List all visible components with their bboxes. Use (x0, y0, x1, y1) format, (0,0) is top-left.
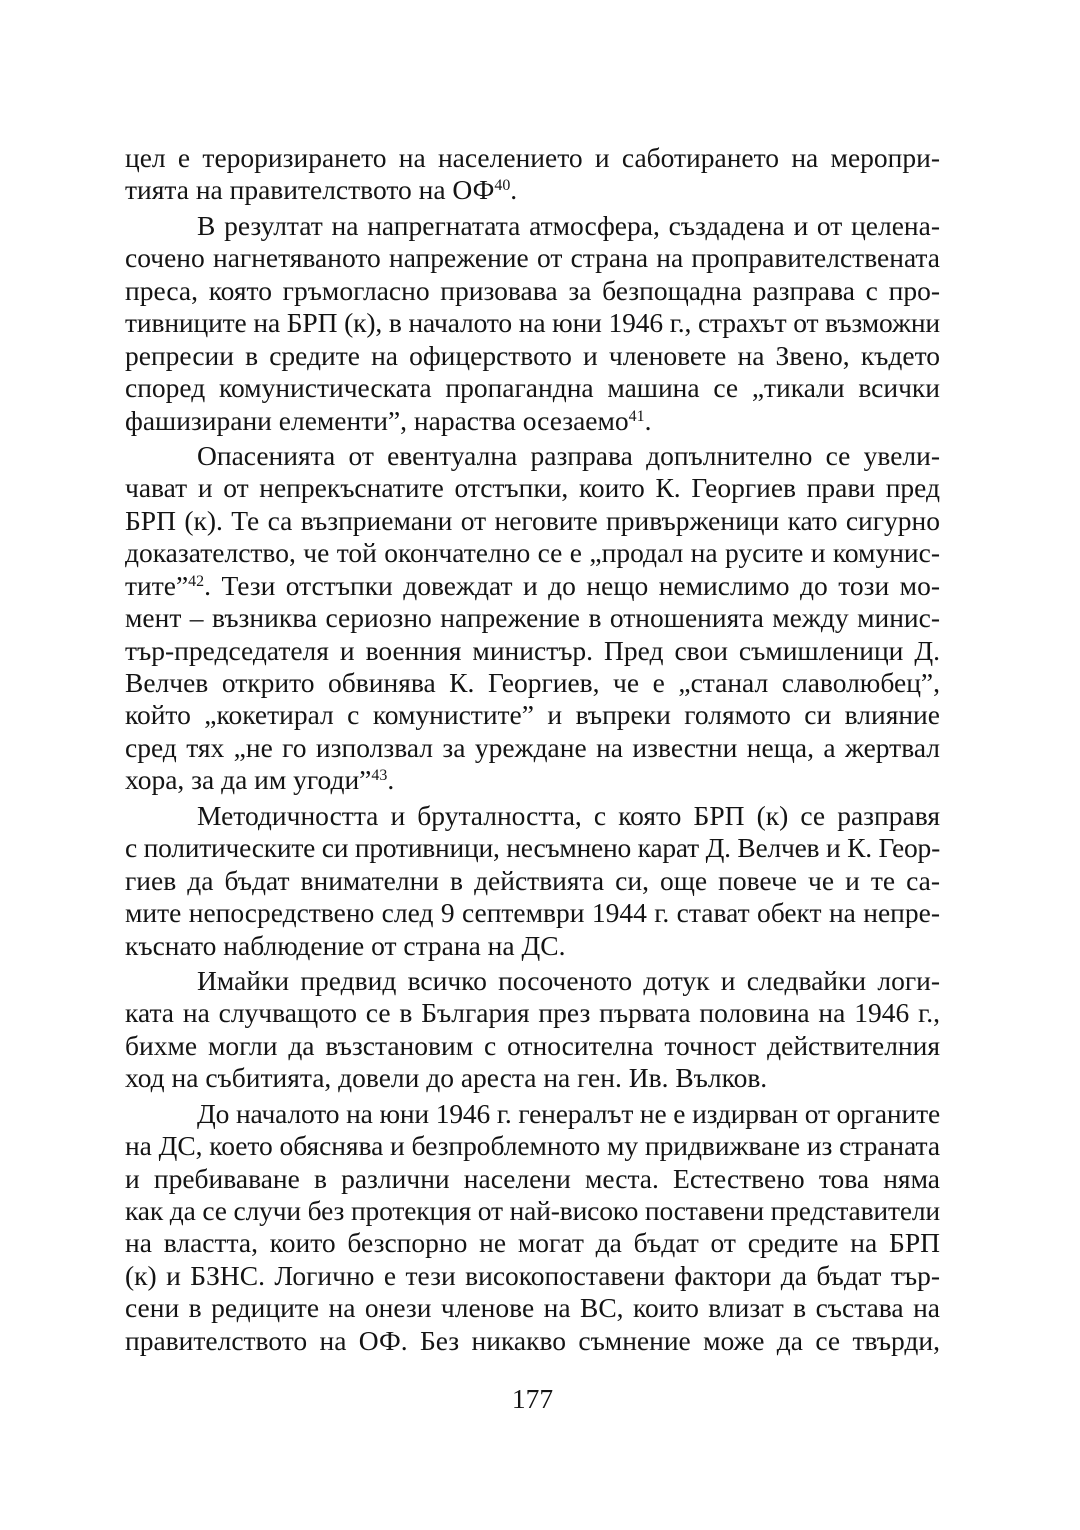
footnote-ref: 42 (188, 572, 205, 590)
text-line (125, 1227, 940, 1259)
line-text: мент – възниква сериозно напрежение в отношенията между минис- (125, 602, 940, 634)
line-text: на ДС, което обяснява и безпроблемното му придвижване из страната (125, 1130, 940, 1162)
line-text: доказателство, че той окончателно се е „продал на русите и комунис- (125, 537, 940, 569)
text-line (125, 602, 940, 634)
text-line (125, 372, 940, 404)
text-body (125, 142, 940, 1357)
paragraph (125, 210, 940, 437)
paragraph (125, 440, 940, 797)
text-line (125, 275, 940, 307)
line-text: тията на правителството на ОФ (125, 174, 495, 206)
text-line (125, 174, 940, 206)
line-text: правителството на ОФ. Без никакво съмнение може да се твърди, (125, 1324, 940, 1356)
text-line (125, 1195, 940, 1227)
line-text: преса, която гръмогласно призовава за безпощадна разправа с про- (125, 274, 940, 306)
line-text: бихме могли да възстановим с относителна точност действителния (125, 1029, 940, 1061)
paragraph (125, 800, 940, 962)
line-text: Методичността и бруталността, с която БРП (к) се разправя (197, 799, 940, 831)
line-text: Имайки предвид всичко посоченото дотук и следвайки логи- (197, 964, 940, 996)
text-line (125, 242, 940, 274)
line-text: сочено нагнетяваното напрежение от страна на проправителствената (125, 242, 940, 274)
footnote-ref: 40 (494, 177, 511, 195)
line-text: хора, за да им угоди” (125, 764, 372, 796)
line-text: с политическите си противници, несъмнено карат Д. Велчев и К. Геор- (125, 832, 940, 864)
line-text: цел е тероризирането на населението и саботирането на меропри- (125, 142, 940, 173)
line-text: сред тях „не го използвал за уреждане на известни неща, а жертвал (125, 731, 940, 763)
text-line (125, 472, 940, 504)
line-text: тър-председателя и военния министър. Пред свои съмишленици Д. (125, 634, 940, 666)
text-line (125, 897, 940, 929)
line-text: според комунистическата пропагандна машина се „тикали всички (125, 372, 940, 404)
text-line (125, 537, 940, 569)
line-text: как да се случи без протекция от най-високо поставени представители (125, 1195, 940, 1226)
footnote-ref: 41 (628, 407, 645, 425)
line-content (125, 405, 651, 436)
line-text: къснато наблюдение от страна на ДС. (125, 929, 566, 961)
text-line (125, 667, 940, 699)
line-text: мите непосредствено след 9 септември 1944 г. стават обект на непре- (125, 897, 940, 929)
text-line (125, 930, 940, 962)
line-text: ката на случващото се в България през първата половина на 1946 г., (125, 997, 940, 1029)
line-text: сени в редиците на онези членове на ВС, които влизат в състава на (125, 1292, 940, 1324)
text-line (197, 800, 940, 832)
text-line (125, 865, 940, 897)
text-line (125, 570, 940, 602)
line-text: БРП (к). Те са възприемани от неговите привърженици като сигурно (125, 504, 940, 536)
text-line (125, 1292, 940, 1324)
text-line (125, 997, 940, 1029)
line-text: фашизирани елементи”, нараства осезаемо (125, 404, 629, 436)
line-text: и пребиваване в различни населени места. Естествено това няма (125, 1162, 940, 1194)
text-line (125, 699, 940, 731)
text-line (125, 505, 940, 537)
text-line (197, 440, 940, 472)
line-text: тите” (125, 569, 189, 601)
line-text: В резултат на напрегнатата атмосфера, създадена и от целена- (197, 209, 940, 241)
line-text: тивниците на БРП (к), в началото на юни 1946 г., страхът от възможни (125, 307, 940, 339)
line-text-tail: . (510, 174, 518, 206)
line-text: репресии в средите на офицерството и членовете на Звено, където (125, 339, 940, 371)
text-line (197, 1098, 940, 1130)
line-text-tail: . (387, 764, 395, 796)
text-line (125, 1260, 940, 1292)
text-line (125, 340, 940, 372)
text-line (125, 1325, 940, 1357)
text-line (125, 764, 940, 796)
line-text: (к) и БЗНС. Логично е тези високопоставени фактори да бъдат тър- (125, 1259, 940, 1291)
text-line (125, 1062, 940, 1094)
line-text: До началото на юни 1946 г. генералът не е издирван от органите (197, 1097, 940, 1129)
line-text: на властта, които безспорно не могат да бъдат от средите на БРП (125, 1227, 940, 1259)
paragraph (125, 965, 940, 1095)
line-text: гиев да бъдат внимателни в действията си, още повече че и те са- (125, 864, 940, 896)
text-line (125, 732, 940, 764)
text-line (125, 832, 940, 864)
text-line (125, 635, 940, 667)
line-text-tail: . (644, 404, 652, 436)
text-line (125, 142, 940, 174)
line-text: чават и от непрекъснатите отстъпки, които К. Георгиев прави пред (125, 472, 940, 504)
text-line (125, 1163, 940, 1195)
text-line (125, 1130, 940, 1162)
text-line (197, 965, 940, 997)
line-text: Велчев открито обвинява К. Георгиев, че е „станал славолюбец”, (125, 667, 940, 698)
text-line (125, 307, 940, 339)
line-content (125, 570, 940, 601)
line-content (125, 174, 517, 205)
text-line (125, 1030, 940, 1062)
line-text: който „кокетирал с комунистите” и въпреки голямото си влияние (125, 699, 940, 731)
line-content (125, 764, 394, 795)
text-line (125, 405, 940, 437)
text-line (197, 210, 940, 242)
line-text: ход на събитията, довели до ареста на ген. Ив. Вълков. (125, 1062, 768, 1094)
paragraph (125, 1098, 940, 1358)
footnote-ref: 43 (371, 767, 388, 785)
page-number: 177 (511, 1383, 554, 1414)
line-text-tail: . Тези отстъпки довеждат и до нещо немислимо до този мо- (204, 569, 940, 601)
line-text: Опасенията от евентуална разправа допълнително се увели- (197, 439, 940, 471)
paragraph (125, 142, 940, 207)
